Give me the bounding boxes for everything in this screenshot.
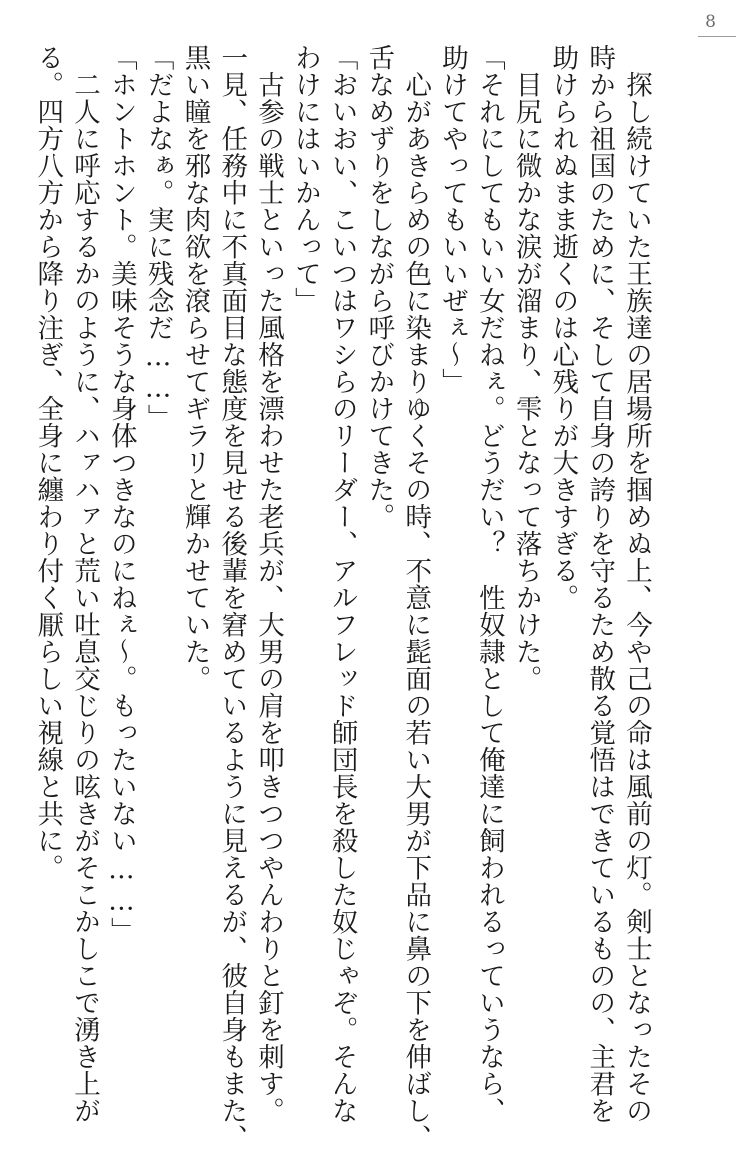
page-number: 8 bbox=[705, 12, 716, 32]
text-line: 「ホントホント。美味そうな身体つきなのにねぇ～。もったいない……」 bbox=[105, 44, 137, 944]
text-line: 「だよなぁ。実に残念だ……」 bbox=[142, 44, 174, 431]
text-line: 時から祖国のために、そして自身の誇りを守るため散る覚悟はできているものの、主君を bbox=[584, 44, 616, 1124]
text-line: 探し続けていた王族達の居場所を掴めぬ上、今や己の命は風前の灯。剣士となったその bbox=[621, 44, 652, 1124]
text-line: 「おいおい、こいつはワシらのリーダー、アルフレッド師団長を殺した奴じゃぞ。そんな bbox=[326, 44, 358, 1124]
text-line: 二人に呼応するかのように、ハァハァと荒い吐息交じりの呟きがそこかしこで湧き上が bbox=[69, 44, 101, 1124]
text-line: 心があきらめの色に染まりゆくその時、不意に髭面の若い大男が下品に鼻の下を伸ばし、 bbox=[400, 44, 432, 1151]
text-line: 助けられぬまま逝くのは心残りが大きすぎる。 bbox=[547, 44, 579, 611]
text-line: 目尻に微かな涙が溜まり、雫となって落ちかけた。 bbox=[510, 44, 542, 692]
text-line: 助けてやってもいいぜぇ～」 bbox=[437, 44, 469, 395]
text-line: 黒い瞳を邪な肉欲を滾らせてギラリと輝かせていた。 bbox=[179, 44, 211, 692]
text-line: 一見、任務中に不真面目な態度を見せる後輩を窘めているように見えるが、彼自身もまた、 bbox=[216, 44, 248, 1151]
text-line: 「それにしてもいい女だねぇ。どうだい？ 性奴隷として俺達に飼われるっていうなら、 bbox=[473, 44, 505, 1124]
header-rule bbox=[698, 36, 736, 37]
text-line: わけにはいかんって」 bbox=[289, 44, 321, 314]
text-line: る。四方八方から降り注ぎ、全身に纏わり付く厭らしい視線と共に。 bbox=[32, 44, 64, 881]
body-text bbox=[28, 44, 654, 1151]
text-line: 古参の戦士といった風格を漂わせた老兵が、大男の肩を叩きつつやんわりと釘を刺す。 bbox=[253, 44, 285, 1124]
text-line: 舌なめずりをしながら呼びかけてきた。 bbox=[363, 44, 395, 530]
